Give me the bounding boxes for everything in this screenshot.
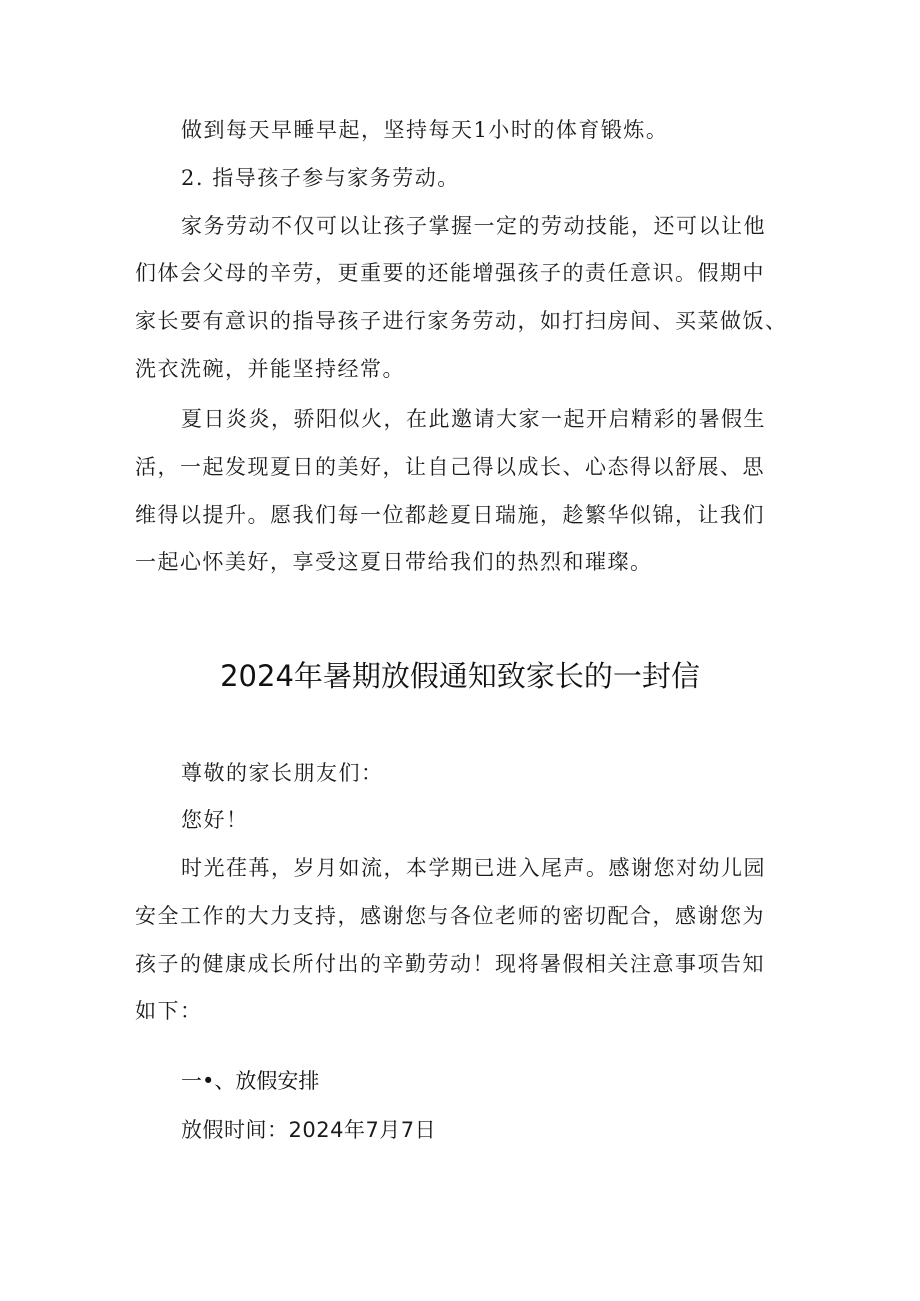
holiday-date: 放假时间：2024年7月7日 bbox=[181, 1118, 437, 1142]
paragraph-line: 家务劳动不仅可以让孩子掌握一定的劳动技能，还可以让他 bbox=[181, 214, 766, 238]
paragraph-line: 一起心怀美好，享受这夏日带给我们的热烈和璀璨。 bbox=[135, 550, 653, 574]
paragraph-line: 如下： bbox=[135, 999, 203, 1023]
greeting: 您好！ bbox=[181, 808, 249, 832]
paragraph-line: 时光荏苒，岁月如流，本学期已进入尾声。感谢您对幼儿园 bbox=[181, 856, 766, 880]
salutation: 尊敬的家长朋友们： bbox=[181, 761, 384, 785]
paragraph-line: 洗衣洗碗，并能坚持经常。 bbox=[135, 357, 405, 381]
paragraph-line: 活，一起发现夏日的美好，让自己得以成长、心态得以舒展、思 bbox=[135, 455, 765, 479]
paragraph-line: 孩子的健康成长所付出的辛勤劳动！现将暑假相关注意事项告知 bbox=[135, 952, 765, 976]
letter-title: 2024年暑期放假通知致家长的一封信 bbox=[220, 659, 700, 693]
paragraph-line: 夏日炎炎，骄阳似火，在此邀请大家一起开启精彩的暑假生 bbox=[181, 407, 766, 431]
paragraph-line: 们体会父母的辛劳，更重要的还能增强孩子的责任意识。假期中 bbox=[135, 261, 765, 285]
paragraph-line: 安全工作的大力支持，感谢您与各位老师的密切配合，感谢您为 bbox=[135, 904, 765, 928]
paragraph-line: 维得以提升。愿我们每一位都趁夏日瑞施，趁繁华似锦，让我们 bbox=[135, 503, 765, 527]
paragraph-line: 家长要有意识的指导孩子进行家务劳动，如打扫房间、买菜做饭、 bbox=[135, 309, 788, 333]
list-item-heading: 2. 指导孩子参与家务劳动。 bbox=[181, 166, 460, 190]
paragraph-line: 做到每天早睡早起，坚持每天1小时的体育锻炼。 bbox=[181, 118, 669, 142]
section-heading: 一•、放假安排 bbox=[181, 1069, 320, 1093]
